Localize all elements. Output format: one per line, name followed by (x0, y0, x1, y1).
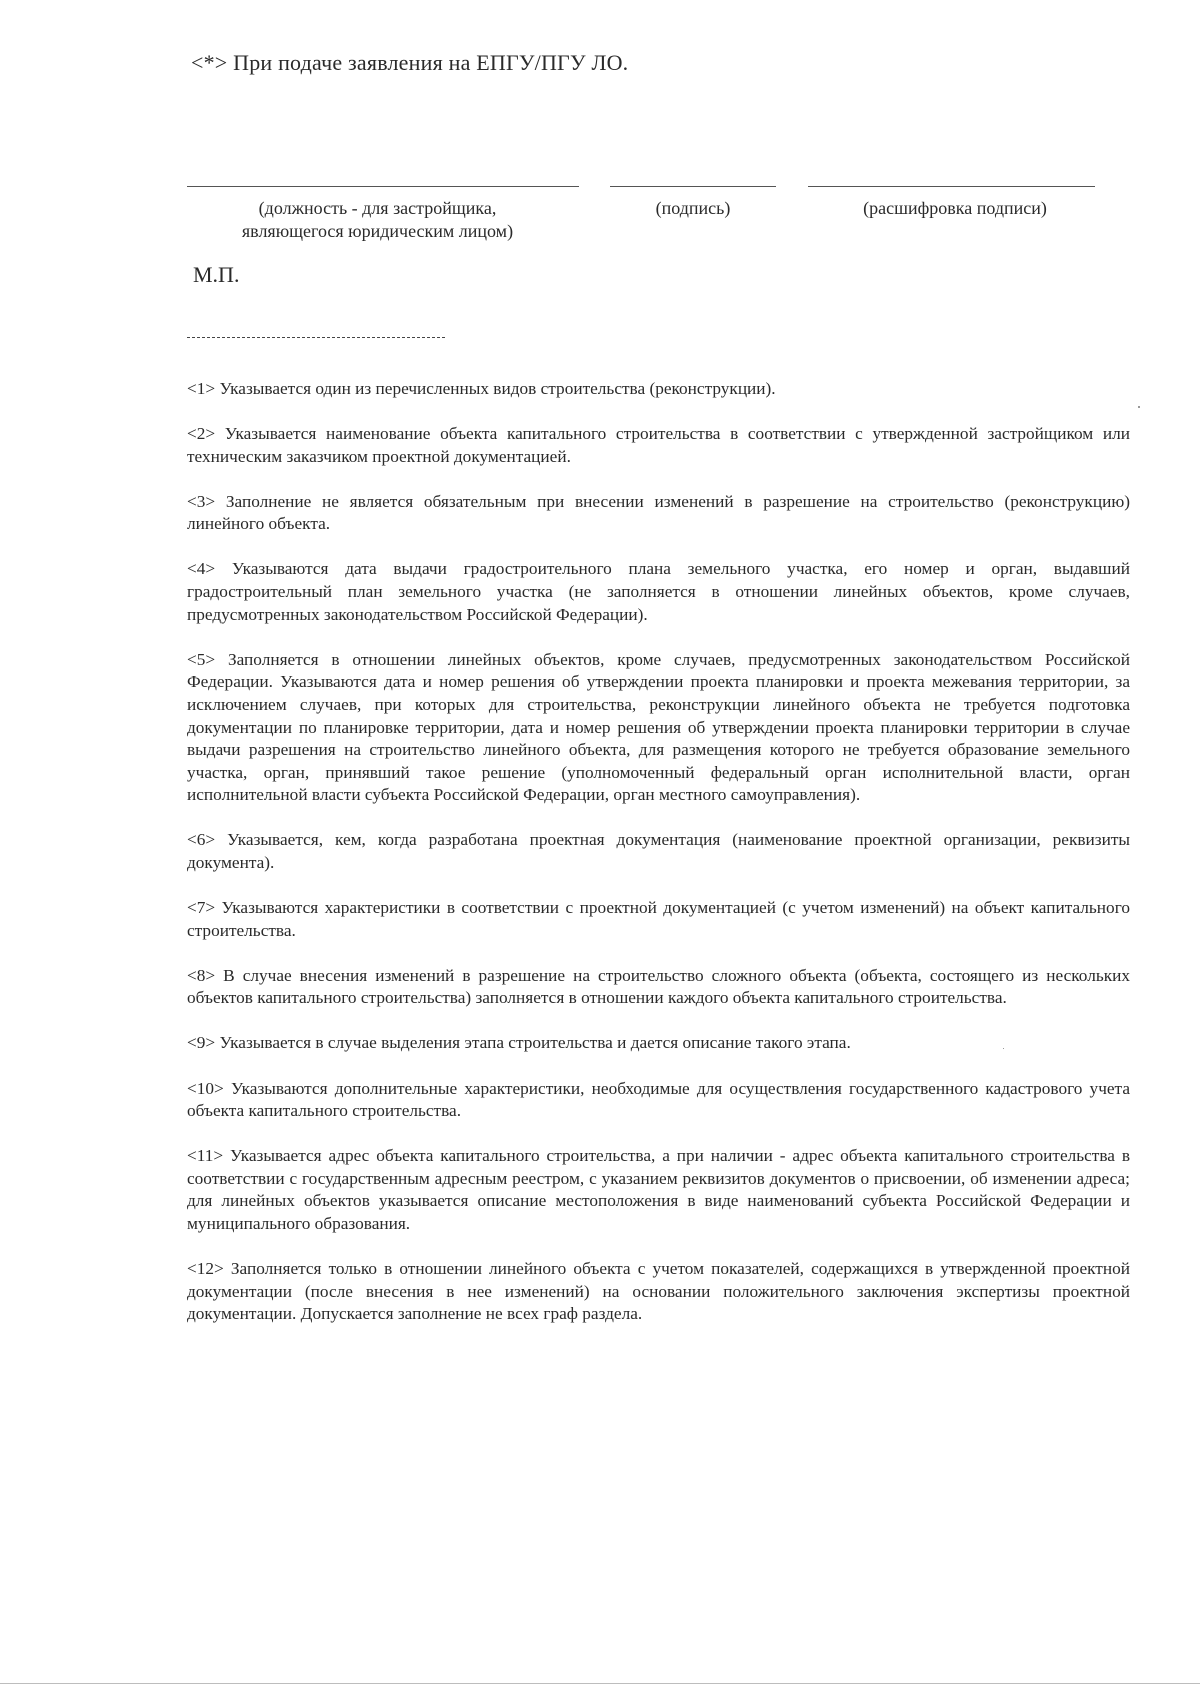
footnote-12: <12> Заполняется только в отношении линейного объекта с учетом показателей, содержащихся в утвержденной проектной документации (после внесения в нее изменений) на основании положительного заключения экспертизы проектной документации. Допускается заполнение не всех граф раздела. (187, 1259, 1130, 1324)
epgu-note: <*> При подаче заявления на ЕПГУ/ПГУ ЛО. (191, 50, 629, 75)
position-line (187, 186, 579, 187)
footnotes-list (187, 378, 1130, 1348)
footnote-2: <2> Указывается наименование объекта капитального строительства в соответствии с утвержденной застройщиком или техническим заказчиком проектной документацией. (187, 424, 1130, 466)
footnote-6: <6> Указывается, кем, когда разработана проектная документация (наименование проектной организации, реквизиты документа). (187, 830, 1130, 872)
position-caption: (должность - для застройщика, являющегося юридическим лицом) (241, 198, 514, 241)
signature-line (610, 186, 776, 187)
footnote-1: <1> Указывается один из перечисленных видов строительства (реконструкции). (187, 379, 776, 398)
footnote-8: <8> В случае внесения изменений в разрешение на строительство сложного объекта (объекта, состоящего из нескольких объектов капитального строительства) заполняется в отношении каждого объекта капитального строительства. (187, 965, 1130, 1008)
scan-speck (1138, 406, 1140, 408)
seal-label: М.П. (193, 262, 240, 287)
decryption-line (808, 186, 1095, 187)
footnote-5: <5> Заполняется в отношении линейных объектов, кроме случаев, предусмотренных законодательством Российской Федерации. Указываются дата и номер решения об утверждении проекта планировки и проекта межевания территории, за исключением случаев, при которых для строительства, реконструкции линейного объекта не требуется подготовка документации по планировке территории, дата и номер решения об утверждении проекта планировки территории в случае выдачи разрешения на строительство линейного объекта, для размещения которого не требуется образование земельного участка, орган, принявший такое решение (уполномоченный федеральный орган исполнительной власти, орган исполнительной власти субъекта Российской Федерации, орган местного самоуправления). (187, 649, 1130, 805)
footnote-3: <3> Заполнение не является обязательным при внесении изменений в разрешение на строительство (реконструкцию) линейного объекта. (187, 491, 1130, 534)
footnote-separator (187, 337, 445, 338)
scan-edge-line (0, 1683, 1200, 1684)
footnote-4: <4> Указываются дата выдачи градостроительного плана земельного участка, его номер и орган, выдавший градостроительный план земельного участка (не заполняется в отношении линейных объектов, кроме случаев, предусмотренных законодательством Российской Федерации). (187, 559, 1130, 624)
footnote-9: <9> Указывается в случае выделения этапа строительства и дается описание такого этапа. (187, 1033, 851, 1053)
signature-caption: (подпись) (655, 198, 731, 218)
footnote-7: <7> Указываются характеристики в соответствии с проектной документацией (с учетом изменений) на объект капитального строительства. (187, 898, 1130, 940)
decryption-caption: (расшифровка подписи) (863, 198, 1047, 218)
footnote-10: <10> Указываются дополнительные характеристики, необходимые для осуществления государственного кадастрового учета объекта капитального строительства. (187, 1078, 1130, 1121)
footnote-11: <11> Указывается адрес объекта капитального строительства, а при наличии - адрес объекта капитального строительства в соответствии с государственным адресным реестром, с указанием реквизитов документов о присвоении, об изменении адреса; для линейных объектов указывается описание местоположения в виде наименований субъекта Российской Федерации и муниципального образования. (187, 1146, 1130, 1234)
scan-speck (1003, 1048, 1004, 1049)
